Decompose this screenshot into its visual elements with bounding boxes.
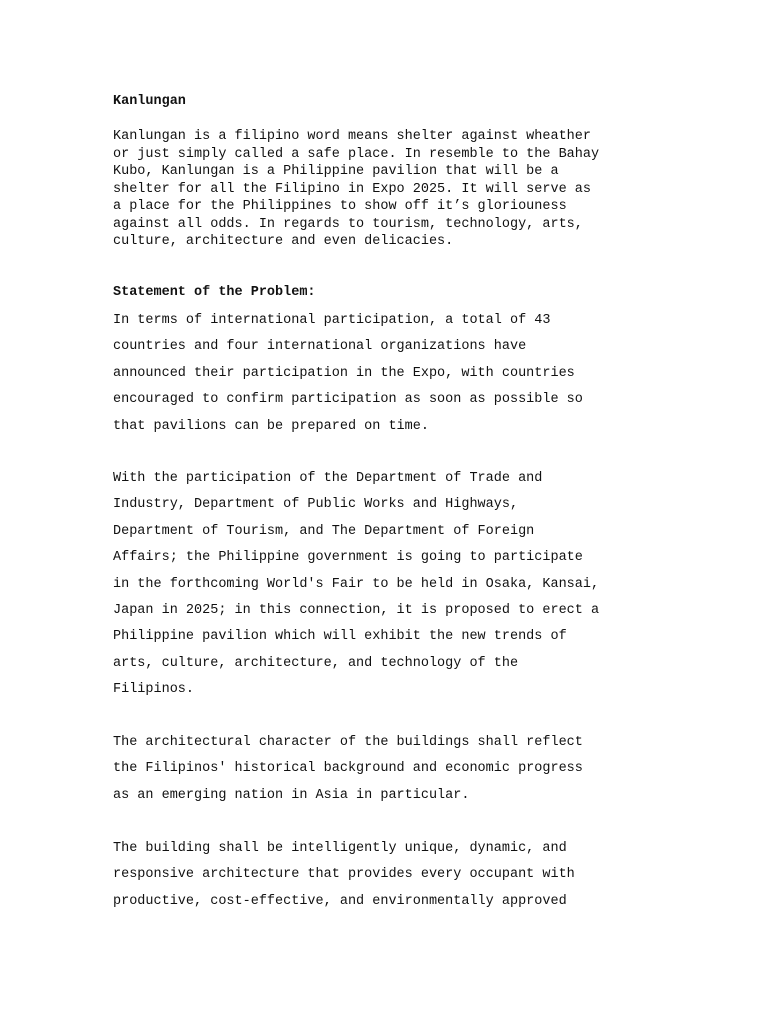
problem-paragraph-participation: In terms of international participation, a total of 43 countries and four international organizations have announced their participation in the Expo, with countries encouraged to confirm participation as soon as possible so that pavilions can be prepared on time. (113, 313, 583, 434)
problem-paragraph-government: With the participation of the Department of Trade and Industry, Department of Public Works and Highways, Department of Tourism, and The Department of Foreign Affairs; the Philippine government is going to participate in the forthcoming World's Fair to be held in Osaka, Kansai, Japan in 2025; in this connection, it is proposed to erect a Philippine pavilion which will exhibit the new trends of arts, culture, architecture, and technology of the Filipinos. (113, 471, 600, 698)
problem-paragraph-character: The architectural character of the buildings shall reflect the Filipinos' historical background and economic progress as an emerging nation in Asia in particular. (113, 735, 583, 803)
document-title: Kanlungan (113, 94, 186, 109)
problem-paragraph-building: The building shall be intelligently unique, dynamic, and responsive architecture that provides every occupant with productive, cost-effective, and environmentally approved (113, 841, 575, 909)
problem-heading: Statement of the Problem: (113, 285, 316, 300)
intro-paragraph: Kanlungan is a filipino word means shelter against wheather or just simply called a safe place. In resemble to the Bahay Kubo, Kanlungan is a Philippine pavilion that will be a shelter for all the Filipino in Expo 2025. It will serve as a place for the Philippines to show off it’s gloriouness against all odds. In regards to tourism, technology, arts, culture, architecture and even delicacies. (113, 129, 600, 249)
